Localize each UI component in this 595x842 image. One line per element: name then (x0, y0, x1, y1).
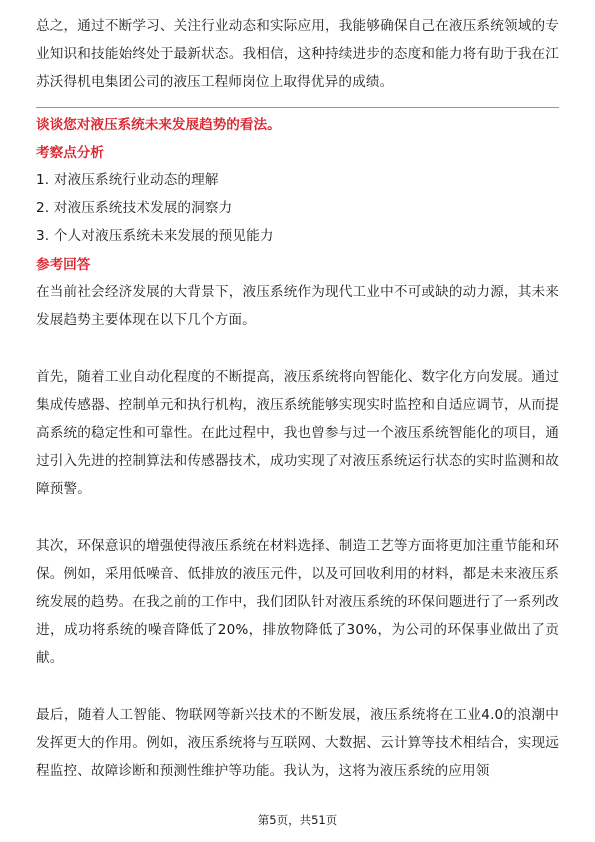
section-divider (36, 107, 559, 108)
paragraph-gap (36, 673, 559, 701)
page-number: 第5页，共51页 (257, 813, 338, 827)
analysis-point: 2. 对液压系统技术发展的洞察力 (36, 199, 233, 216)
analysis-point: 3. 个人对液压系统未来发展的预见能力 (36, 228, 274, 245)
answer-heading: 参考回答 (36, 257, 91, 274)
analysis-point: 1. 对液压系统行业动态的理解 (36, 171, 219, 188)
answer-paragraph: 其次，环保意识的增强使得液压系统在材料选择、制造工艺等方面将更加注重节能和环保。例如，采用低噪音、低排放的液压元件，以及可回收利用的材料，都是未来液压系统发展的趋势。在我之前的工作中，我们团队针对液压系统的环保问题进行了一系列改进，成功将系统的噪音降低了20%，排放物降低了30%，为公司的环保事业做出了贡献。 (36, 537, 559, 667)
document-page (36, 12, 559, 785)
analysis-points-list (36, 166, 559, 251)
answer-paragraph: 首先，随着工业自动化程度的不断提高，液压系统将向智能化、数字化方向发展。通过集成传感器、控制单元和执行机构，液压系统能够实现实时监控和自适应调节，从而提高系统的稳定性和可靠性。在此过程中，我也曾参与过一个液压系统智能化的项目，通过引入先进的控制算法和传感器技术，成功实现了对液压系统运行状态的实时监测和故障预警。 (36, 368, 559, 498)
paragraph-gap (36, 504, 559, 532)
intro-paragraph: 总之，通过不断学习、关注行业动态和实际应用，我能够确保自己在液压系统领域的专业知识和技能始终处于最新状态。我相信，这种持续进步的态度和能力将有助于我在江苏沃得机电集团公司的液压工程师岗位上取得优异的成绩。 (36, 18, 559, 91)
question-heading: 谈谈您对液压系统未来发展趋势的看法。 (36, 116, 281, 133)
answer-paragraph: 最后，随着人工智能、物联网等新兴技术的不断发展，液压系统将在工业4.0的浪潮中发挥更大的作用。例如，液压系统将与互联网、大数据、云计算等技术相结合，实现远程监控、故障诊断和预测性维护等功能。我认为，这将为液压系统的应用领 (36, 706, 559, 780)
analysis-heading: 考察点分析 (36, 144, 104, 161)
paragraph-gap (36, 335, 559, 363)
answer-paragraph: 在当前社会经济发展的大背景下，液压系统作为现代工业中不可或缺的动力源，其未来发展趋势主要体现在以下几个方面。 (36, 284, 559, 329)
